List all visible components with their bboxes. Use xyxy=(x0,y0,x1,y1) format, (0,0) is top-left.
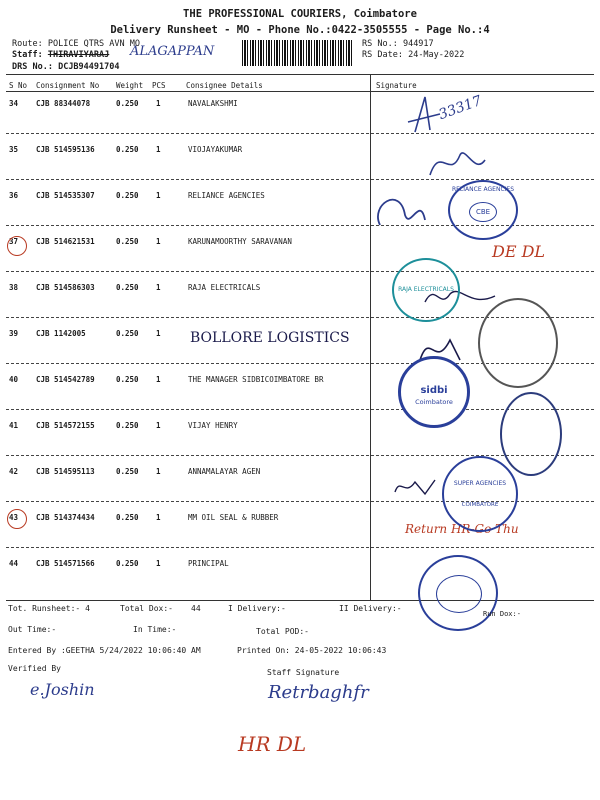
drs-label: DRS No.: xyxy=(12,62,53,72)
cell-sno: 35 xyxy=(9,145,19,154)
col-weight: Weight xyxy=(116,81,144,90)
cell-weight: 0.250 xyxy=(116,559,139,568)
cell-sno: 41 xyxy=(9,421,19,430)
cell-weight: 0.250 xyxy=(116,513,139,522)
stamp-round-grey xyxy=(478,298,558,388)
cell-consignment: CJB 514572155 xyxy=(36,421,95,430)
bottom-handwritten-note: HR DL xyxy=(238,732,307,756)
table-bottom-rule xyxy=(6,600,594,601)
total-pod: Total POD:- xyxy=(256,627,309,636)
col-consignee: Consignee Details xyxy=(186,81,263,90)
printed-on: Printed On: 24-05-2022 10:06:43 xyxy=(237,646,387,655)
signature-scribble-42 xyxy=(390,472,450,502)
cell-consignment: CJB 514595113 xyxy=(36,467,95,476)
row-divider xyxy=(6,179,594,180)
cell-weight: 0.250 xyxy=(116,375,139,384)
table-top-rule xyxy=(6,74,594,75)
in-time: In Time:- xyxy=(133,625,177,634)
cell-consignment: CJB 514571566 xyxy=(36,559,95,568)
cell-weight: 0.250 xyxy=(116,421,139,430)
rs-date-value: 24-May-2022 xyxy=(408,50,465,60)
total-dox-value: 44 xyxy=(191,604,201,613)
cell-weight: 0.250 xyxy=(116,467,139,476)
col-signature: Signature xyxy=(376,81,417,90)
cell-pcs: 1 xyxy=(156,513,161,522)
cell-weight: 0.250 xyxy=(116,329,139,338)
cell-weight: 0.250 xyxy=(116,283,139,292)
drs-value: DCJB94491704 xyxy=(58,62,120,72)
cell-pcs: 1 xyxy=(156,375,161,384)
rs-date-line xyxy=(362,50,464,60)
cell-sno: 44 xyxy=(9,559,19,568)
cell-consignee: MM OIL SEAL & RUBBER xyxy=(188,513,279,522)
stamp-reliance: RELIANCE AGENCIES CBE xyxy=(448,180,518,240)
staff-signature: Retrbaghfr xyxy=(268,682,369,703)
circle-mark-43 xyxy=(7,509,27,529)
i-delivery: I Delivery:- xyxy=(228,604,286,613)
cell-weight: 0.250 xyxy=(116,145,139,154)
col-sno: S No xyxy=(9,81,28,90)
cell-pcs: 1 xyxy=(156,329,161,338)
cell-consignee: ANNAMALAYAR AGEN xyxy=(188,467,261,476)
cell-weight: 0.250 xyxy=(116,191,139,200)
ii-delivery: II Delivery:- xyxy=(339,604,402,613)
cell-consignment: CJB 514374434 xyxy=(36,513,95,522)
cell-consignee: RELIANCE AGENCIES xyxy=(188,191,265,200)
cell-pcs: 1 xyxy=(156,191,161,200)
circle-mark-37 xyxy=(7,236,27,256)
run-dox: Run Dox:- xyxy=(483,610,521,618)
cell-pcs: 1 xyxy=(156,237,161,246)
verified-by-label: Verified By xyxy=(8,664,61,673)
entered-by: Entered By :GEETHA 5/24/2022 10:06:40 AM xyxy=(8,646,201,655)
route-value: POLICE QTRS AVN MO xyxy=(47,39,140,49)
cell-pcs: 1 xyxy=(156,99,161,108)
cell-sno: 36 xyxy=(9,191,19,200)
stamp-super-agencies: SUPER AGENCIES COIMBATORE xyxy=(442,456,518,532)
barcode xyxy=(242,40,352,66)
out-time: Out Time:- xyxy=(8,625,57,634)
handwritten-note-43: Return HR-Go Thu xyxy=(405,522,519,536)
cell-sno: 39 xyxy=(9,329,19,338)
staff-handwritten: ALAGAPPAN xyxy=(130,44,215,59)
cell-pcs: 1 xyxy=(156,467,161,476)
route-label: Route: xyxy=(12,39,43,49)
cell-sno: 43 xyxy=(9,513,19,522)
runsheet-title: Delivery Runsheet - MO - Phone No.:0422-3505555 - Page No.:4 xyxy=(110,24,490,36)
cell-pcs: 1 xyxy=(156,145,161,154)
cell-pcs: 1 xyxy=(156,559,161,568)
cell-weight: 0.250 xyxy=(116,237,139,246)
cell-consignee: VIJAY HENRY xyxy=(188,421,238,430)
cell-consignment: CJB 514535307 xyxy=(36,191,95,200)
cell-consignee: RAJA ELECTRICALS xyxy=(188,283,261,292)
staff-value: THIRAVIYARAJ xyxy=(47,50,110,60)
row-divider xyxy=(6,547,594,548)
rs-no-label: RS No.: xyxy=(362,39,398,49)
cell-sno: 42 xyxy=(9,467,19,476)
stamp-sidbi: sidbi Coimbatore xyxy=(398,356,470,428)
cell-consignment: CJB 514621531 xyxy=(36,237,95,246)
stamp-raja-electricals: RAJA ELECTRICALS xyxy=(392,258,460,322)
rs-date-label: RS Date: xyxy=(362,50,403,60)
cell-sno: 40 xyxy=(9,375,19,384)
company-title: THE PROFESSIONAL COURIERS, Coimbatore xyxy=(183,8,417,20)
staff-signature-label: Staff Signature xyxy=(267,668,340,677)
verified-signature: e.Joshin xyxy=(30,680,95,699)
handwritten-consignee-39: BOLLORE LOGISTICS xyxy=(190,330,350,346)
total-runsheet: Tot. Runsheet:- 4 xyxy=(8,604,90,613)
cell-consignee: THE MANAGER SIDBICOIMBATORE BR xyxy=(188,375,324,384)
cell-consignment: CJB 514586303 xyxy=(36,283,95,292)
stamp-tamil xyxy=(418,555,498,631)
signature-scribble-36 xyxy=(370,185,440,235)
col-consignment: Consignment No xyxy=(36,81,100,90)
col-pcs: PCS xyxy=(152,81,166,90)
staff-label: Staff: xyxy=(12,50,43,60)
signature-column-divider xyxy=(370,74,371,601)
total-dox-label: Total Dox:- xyxy=(120,604,173,613)
cell-consignment: CJB 1142005 xyxy=(36,329,86,338)
handwritten-number-35: 33317 xyxy=(436,92,484,124)
cell-consignee: KARUNAMOORTHY SARAVANAN xyxy=(188,237,292,246)
stamp-oval-navy xyxy=(500,392,562,476)
cell-pcs: 1 xyxy=(156,283,161,292)
rs-no-line xyxy=(362,39,434,49)
cell-consignee: PRINCIPAL xyxy=(188,559,229,568)
rs-no-value: 944917 xyxy=(402,39,434,49)
cell-sno: 37 xyxy=(9,237,19,246)
cell-weight: 0.250 xyxy=(116,99,139,108)
cell-consignee: NAVALAKSHMI xyxy=(188,99,238,108)
cell-consignment: CJB 514595136 xyxy=(36,145,95,154)
cell-pcs: 1 xyxy=(156,421,161,430)
handwritten-note-37: DE DL xyxy=(492,242,546,261)
cell-consignee: VIOJAYAKUMAR xyxy=(188,145,243,154)
cell-sno: 34 xyxy=(9,99,19,108)
cell-consignment: CJB 514542789 xyxy=(36,375,95,384)
signature-scribble-35 xyxy=(420,135,500,185)
cell-consignment: CJB 88344078 xyxy=(36,99,91,108)
staff-line xyxy=(12,50,109,60)
route-line xyxy=(12,39,140,49)
drs-line xyxy=(12,62,120,72)
row-divider xyxy=(6,271,594,272)
cell-sno: 38 xyxy=(9,283,19,292)
